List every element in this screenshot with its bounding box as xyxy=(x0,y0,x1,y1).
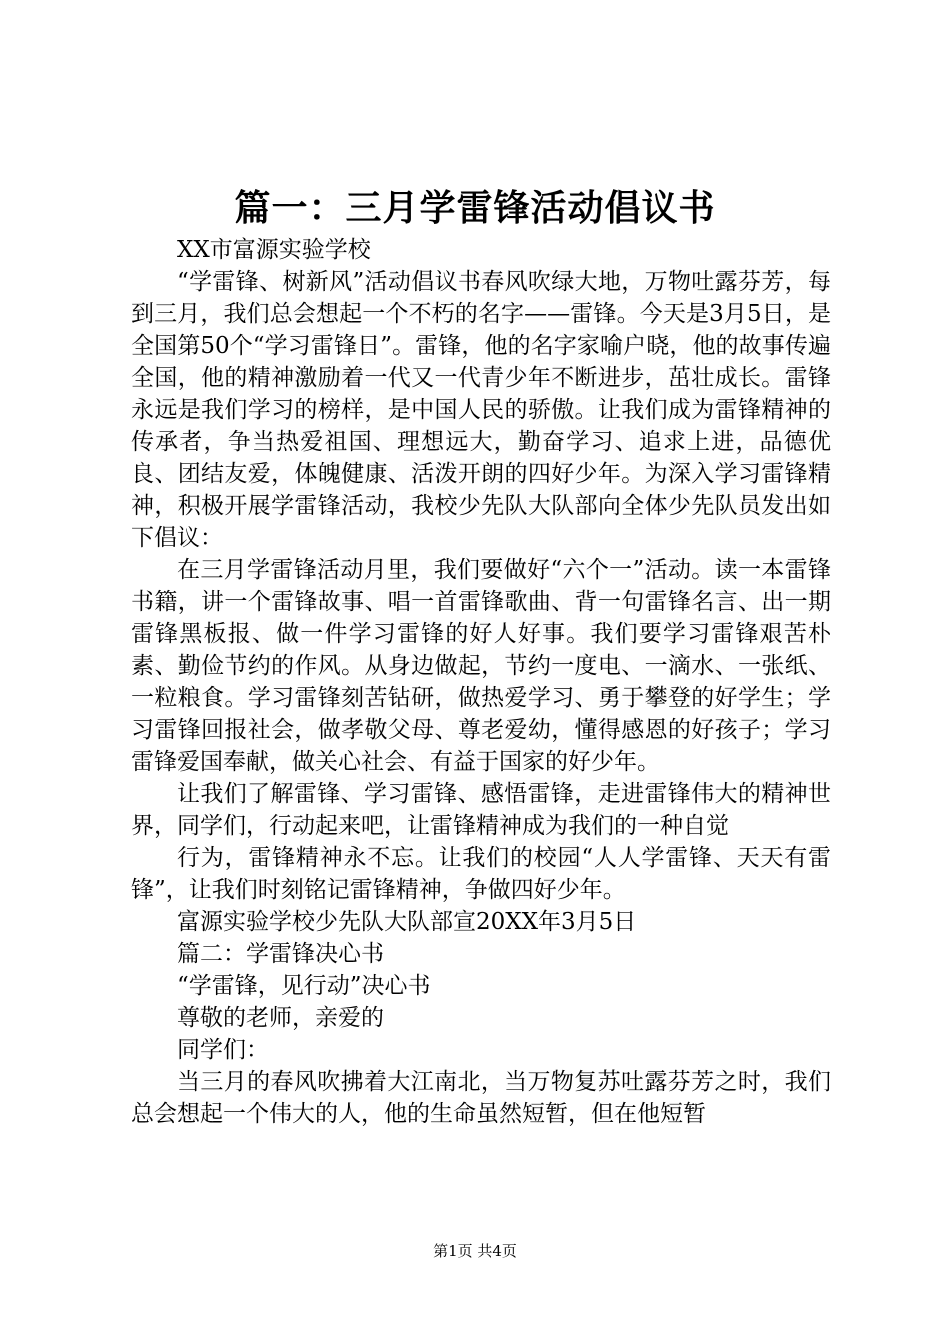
page-number-footer: 第1页 共4页 xyxy=(433,1242,517,1260)
school-name-line: XX市富源实验学校 xyxy=(177,237,371,263)
paragraph-call-to-action: 让我们了解雷锋、学习雷锋、感悟雷锋，走进雷锋伟大的精神世界，同学们，行动起来吧，让雷锋精神成为我们的一种自觉 xyxy=(131,781,831,839)
salutation-line-1: 尊敬的老师，亲爱的 xyxy=(177,1005,384,1031)
signature-date-line: 富源实验学校少先队大队部宣20XX年3月5日 xyxy=(177,909,637,935)
paragraph-continued: 行为，雷锋精神永不忘。让我们的校园“人人学雷锋、天天有雷锋”，让我们时刻铭记雷锋精神，争做四好少年。 xyxy=(131,845,831,903)
paragraph-proposal-intro: “学雷锋、树新风”活动倡议书春风吹绿大地，万物吐露芬芳，每到三月，我们总会想起一个不朽的名字——雷锋。今天是3月5日，是全国第50个“学习雷锋日”。雷锋，他的名字家喻户晓，他的故事传遍全国，他的精神激励着一代又一代青少年不断进步，茁壮成长。雷锋永远是我们学习的榜样，是中国人民的骄傲。让我们成为雷锋精神的传承者，争当热爱祖国、理想远大，勤奋学习、追求上进，品德优良、团结友爱，体魄健康、活泼开朗的四好少年。为深入学习雷锋精神，积极开展学雷锋活动，我校少先队大队部向全体少先队员发出如下倡议： xyxy=(131,269,831,551)
section-two-heading: 篇二：学雷锋决心书 xyxy=(177,941,384,967)
document-body xyxy=(131,234,831,1130)
paragraph-six-activities: 在三月学雷锋活动月里，我们要做好“六个一”活动。读一本雷锋书籍，讲一个雷锋故事、唱一首雷锋歌曲、背一句雷锋名言、出一期雷锋黑板报、做一件学习雷锋的好人好事。我们要学习雷锋艰苦朴素、勤俭节约的作风。从身边做起，节约一度电、一滴水、一张纸、一粒粮食。学习雷锋刻苦钻研，做热爱学习、勇于攀登的好学生；学习雷锋回报社会，做孝敬父母、尊老爱幼，懂得感恩的好孩子；学习雷锋爱国奉献，做关心社会、有益于国家的好少年。 xyxy=(131,557,831,775)
resolution-title: “学雷锋，见行动”决心书 xyxy=(177,973,431,999)
document-title: 篇一：三月学雷锋活动倡议书 xyxy=(234,187,716,229)
salutation-line-2: 同学们： xyxy=(177,1037,269,1063)
paragraph-resolution-opening: 当三月的春风吹拂着大江南北，当万物复苏吐露芬芳之时，我们总会想起一个伟大的人，他的生命虽然短暂，但在他短暂 xyxy=(131,1069,831,1127)
